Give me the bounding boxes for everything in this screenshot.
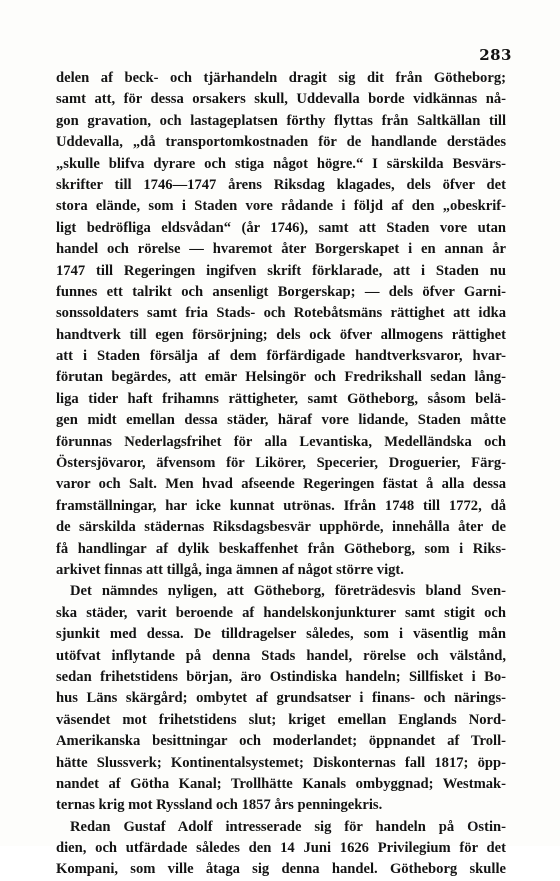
text-line: handel och rörelse — hvaremot åter Borgerskapet i en annan år (56, 241, 506, 258)
text-line: handtverk till egen försörjning; dels ock öfver allmogens rättighet (56, 326, 506, 343)
text-line: funnes ett talrikt och ansenligt Borgerskap; — dels öfver Garni- (56, 283, 506, 300)
text-line: att i Staden försälja af dem förfärdigade handtverksvaror, hvar- (56, 348, 506, 365)
text-line: Det nämndes nyligen, att Götheborg, företrädesvis bland Sven- (70, 583, 506, 600)
text-line: förutan begärdes, att emär Helsingör och Fredrikshall sedan lång- (56, 369, 506, 386)
page-number: 283 (479, 46, 512, 64)
text-line: få handlingar af dylik beskaffenhet från Götheborg, som i Riks- (56, 540, 506, 557)
text-line: „skulle blifva dyrare och stiga något högre.“ I särskilda Besvärs- (56, 155, 506, 172)
text-line: Amerikanska besittningar och moderlandet; öppnandet af Troll- (56, 733, 506, 750)
text-line: 1747 till Regeringen ingifven skrift förklarade, att i Staden nu (56, 262, 506, 279)
text-line: stora elände, som i Staden vore rådande i följd af den „obeskrif- (56, 198, 506, 215)
text-line: ternas krig mot Ryssland och 1857 års penningekris. (56, 797, 383, 814)
text-line: förunnas Nederlagsfrihet för alla Levantiska, Medelländska och (56, 433, 506, 450)
text-line: Uddevalla, „då transportomkostnaden för de handlande derstädes (56, 134, 506, 151)
text-line: sjunkit med dessa. De tilldragelser således, som i väsentlig mån (56, 626, 506, 643)
text-line: Östersjövaror, äfvensom för Likörer, Specerier, Droguerier, Färg- (56, 455, 506, 472)
text-line: varor och Salt. Men hvad afseende Regeringen fästat å alla dessa (56, 476, 506, 493)
text-line: framställningar, har icke kunnat utrönas. Ifrån 1748 till 1772, då (56, 497, 506, 514)
text-line: delen af beck- och tjärhandeln dragit sig dit från Götheborg; (56, 70, 506, 86)
text-line: utöfvat inflytande på denna Stads handel, rörelse och välstånd, (56, 647, 506, 664)
text-line: ligt bedröfliga eldsvådan“ (år 1746), samt att Staden vore utan (56, 219, 506, 236)
text-line: gen midt emellan dessa städer, häraf vore lidande, Staden måtte (56, 412, 506, 429)
text-line: ska städer, varit beroende af handelskonjunkturer samt stigit och (56, 604, 506, 621)
text-line: Redan Gustaf Adolf intresserade sig för handeln på Ostin- (70, 818, 506, 835)
text-line: Kompani, som ville åtaga sig denna handel. Götheborg skulle (56, 861, 506, 878)
text-line: arkivet finnas att tillgå, inga ämnen af något större vigt. (56, 561, 404, 578)
text-line: sedan frihetstidens början, äro Ostindiska handeln; Sillfisket i Bo- (56, 668, 506, 685)
text-line: sonssoldaters samt fria Stads- och Rotebåtsmäns rättighet att idka (56, 305, 506, 322)
text-line: hätte Slussverk; Kontinentalsystemet; Diskonternas fall 1817; öpp- (56, 754, 506, 771)
text-line: liga tider haft frihamns rättigheter, samt Götheborg, såsom belä- (56, 390, 506, 407)
text-line: de särskilda städernas Riksdagsbesvär upphörde, innehålla åter de (56, 519, 506, 536)
text-line: samt att, för dessa orsakers skull, Uddevalla borde vidkännas nå- (56, 91, 506, 108)
text-line: nandet af Götha Kanal; Trollhätte Kanals ombyggnad; Westmak- (56, 775, 506, 792)
text-line: gon gravation, och lastageplatsen förthy flyttas från Saltkällan till (56, 112, 506, 129)
text-line: skrifter till 1746—1747 årens Riksdag klagades, dels öfver det (56, 176, 506, 193)
text-line: dien, och utfärdade således den 14 Juni 1626 Privilegium för det (56, 840, 506, 857)
text-line: hus Läns skärgård; ombytet af grundsatser i finans- och närings- (56, 690, 506, 707)
body-text (56, 68, 506, 881)
text-line: väsendet mot frihetstidens slut; kriget emellan Englands Nord- (56, 711, 506, 728)
